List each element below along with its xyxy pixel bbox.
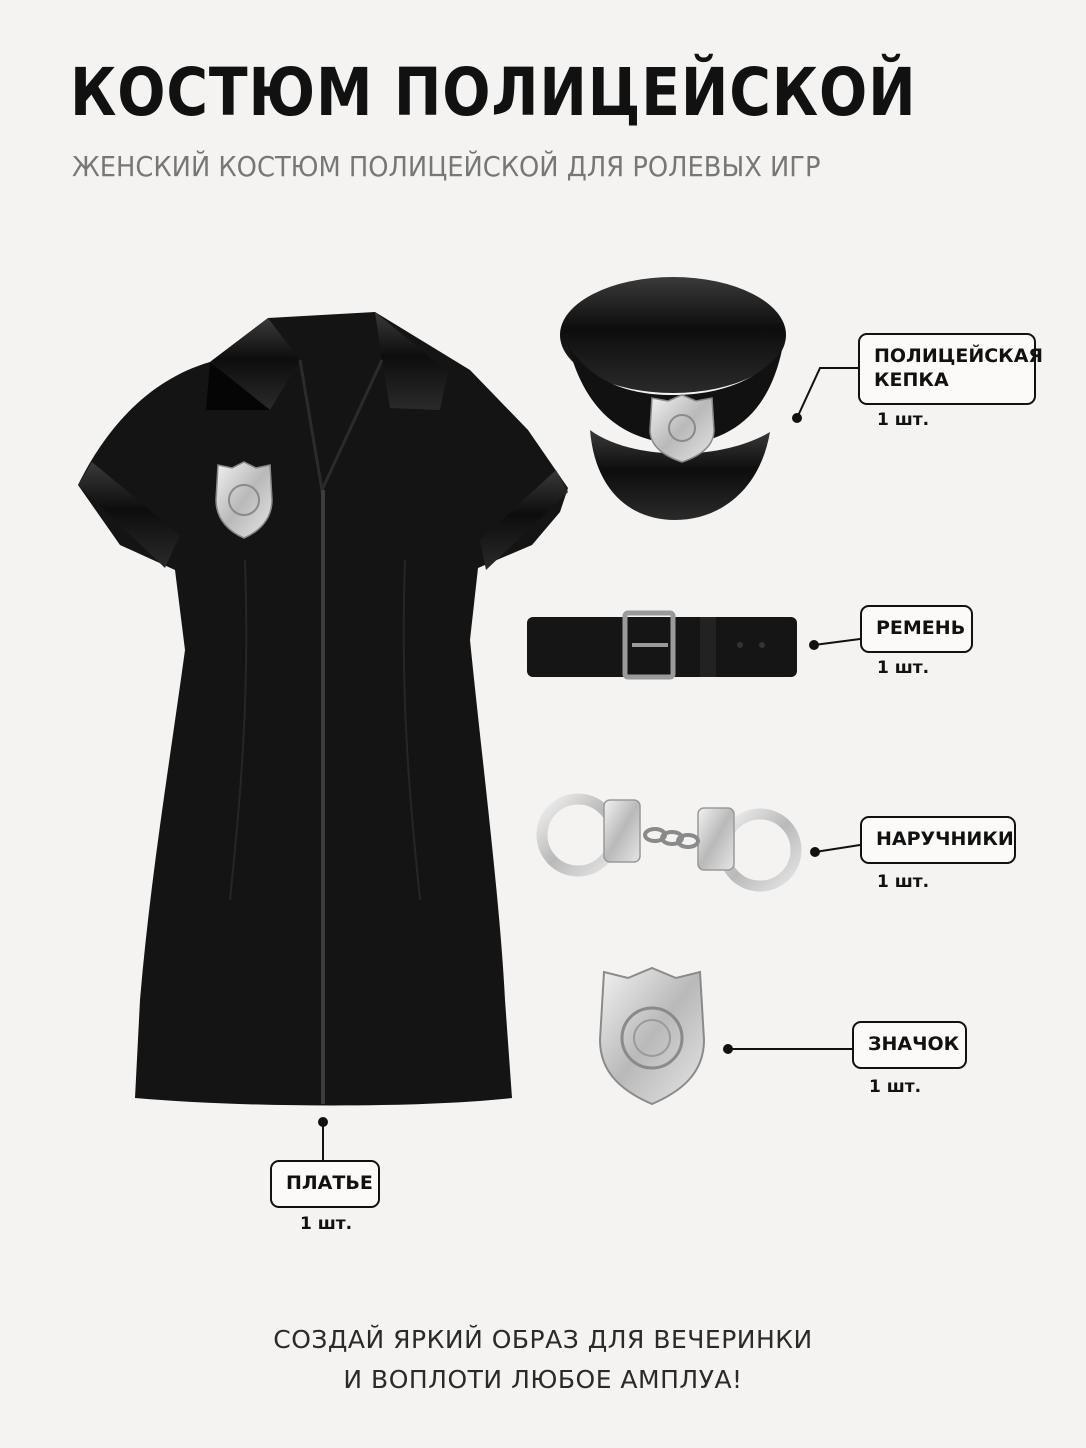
page-title: КОСТЮМ ПОЛИЦЕЙСКОЙ bbox=[70, 54, 917, 131]
cap-image bbox=[560, 277, 786, 520]
badge-quantity: 1 шт. bbox=[869, 1077, 922, 1097]
belt-quantity: 1 шт. bbox=[877, 658, 930, 678]
cap-label: ПОЛИЦЕЙСКАЯ КЕПКА bbox=[858, 333, 1036, 405]
footer-line-1: СОЗДАЙ ЯРКИЙ ОБРАЗ ДЛЯ ВЕЧЕРИНКИ bbox=[273, 1325, 813, 1354]
dress-label: ПЛАТЬЕ bbox=[270, 1160, 380, 1208]
handcuffs-image bbox=[542, 799, 796, 886]
handcuffs-label: НАРУЧНИКИ bbox=[860, 816, 1016, 864]
cap-quantity: 1 шт. bbox=[877, 410, 930, 430]
footer-line-2: И ВОПЛОТИ ЛЮБОЕ АМПЛУА! bbox=[343, 1365, 743, 1394]
belt-label: РЕМЕНЬ bbox=[860, 605, 973, 653]
handcuffs-quantity: 1 шт. bbox=[877, 872, 930, 892]
badge-label: ЗНАЧОК bbox=[852, 1021, 967, 1069]
badge-image bbox=[600, 968, 704, 1104]
dress-quantity: 1 шт. bbox=[300, 1214, 353, 1234]
footer-tagline bbox=[0, 1320, 1086, 1400]
dress-image bbox=[78, 312, 568, 1106]
belt-image bbox=[527, 613, 797, 677]
page-subtitle: ЖЕНСКИЙ КОСТЮМ ПОЛИЦЕЙСКОЙ ДЛЯ РОЛЕВЫХ ИГР bbox=[72, 150, 821, 183]
